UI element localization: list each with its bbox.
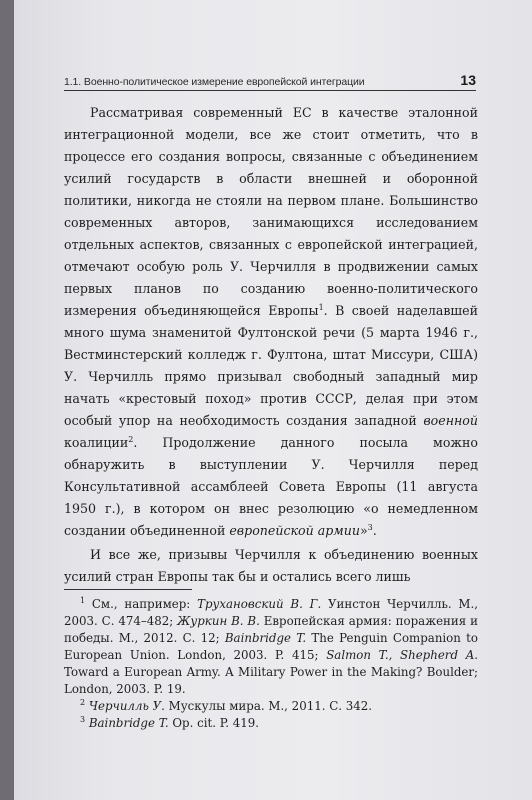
paragraph [64, 102, 478, 542]
text-run: коалиции [64, 435, 129, 450]
text-run: Мускулы мира. М., 2011. С. 342. [164, 699, 372, 713]
italic-text: Bainbridge T. [88, 716, 169, 730]
text-run: . [372, 523, 377, 538]
text-run: И все же, призывы Черчилля к объединению военных усилий стран Европы так бы и остались всего лишь [64, 547, 478, 584]
italic-text: Трухановский В. Г. [197, 597, 322, 611]
footnote-number: 3 [80, 715, 86, 725]
page-header [64, 72, 476, 91]
paragraph [64, 544, 478, 588]
text-run: Европейская армия: поражения и победы. М., 2012. С. 12; [64, 614, 478, 645]
footnote [64, 596, 478, 698]
italic-text: Salmon T., Shepherd A. [326, 648, 478, 662]
text-run: Уинстон Черчилль. М., 2003. С. 474–482; [64, 597, 479, 628]
footnote [64, 715, 478, 732]
italic-text: Черчилль У. [88, 699, 165, 713]
footnote-ref: 3 [367, 522, 373, 532]
italic-text: военной [423, 413, 478, 428]
book-page [14, 0, 532, 800]
running-head: 1.1. Военно-политическое измерение европейской интеграции [64, 76, 365, 88]
page-number: 13 [460, 72, 476, 88]
body-text [64, 102, 478, 588]
footnote-number: 2 [80, 698, 86, 708]
text-run: . В своей наделавшей много шума знаменитой Фултонской речи (5 марта 1946 г., Вестминстерский колледж г. Фултона, штат Миссури, США) У. Черчилль прямо призывал свободный западный мир начать «крестовый поход» против СССР, делая при этом особый упор на необходимость создания западной [64, 303, 478, 428]
footnote-ref: 1 [318, 302, 324, 312]
text-run: The Penguin Companion to European Union. London, 2003. P. 415; [64, 631, 478, 662]
footnotes [64, 596, 478, 732]
text-run: Рассматривая современный ЕС в качестве эталонной интеграционной модели, все же стоит отметить, что в процессе его создания вопросы, связанные с объединением усилий государств в области внешней и оборонной политики, никогда не стояли на первом плане. Большинство современных авторов, занимающихся исследованием отдельных аспектов, связанных с европейской интеграцией, отмечают особую роль У. Черчилля в продвижении самых первых планов по созданию военно-политического измерения объединяющейся Европы [64, 105, 478, 318]
text-run: См., например: [91, 597, 198, 611]
text-run: Op. cit. P. 419. [168, 716, 260, 730]
footnote [64, 698, 478, 715]
text-run: » [359, 523, 368, 538]
italic-text: европейской армии [229, 523, 360, 538]
italic-text: Bainbridge T. [224, 631, 307, 645]
footnote-ref: 2 [128, 434, 134, 444]
italic-text: Журкин В. В. [177, 614, 260, 628]
footnote-number: 1 [80, 596, 86, 606]
text-run: . Продолжение данного посыла можно обнаружить в выступлении У. Черчилля перед Консультативной ассамблеей Совета Европы (11 августа 1950 г.), в котором он внес резолюцию «о немедленном создании объединенной [64, 435, 478, 538]
footnote-separator [64, 589, 192, 590]
text-run: Toward a European Army. A Military Power in the Making? Boulder; London, 2003. P. 19. [64, 665, 478, 696]
